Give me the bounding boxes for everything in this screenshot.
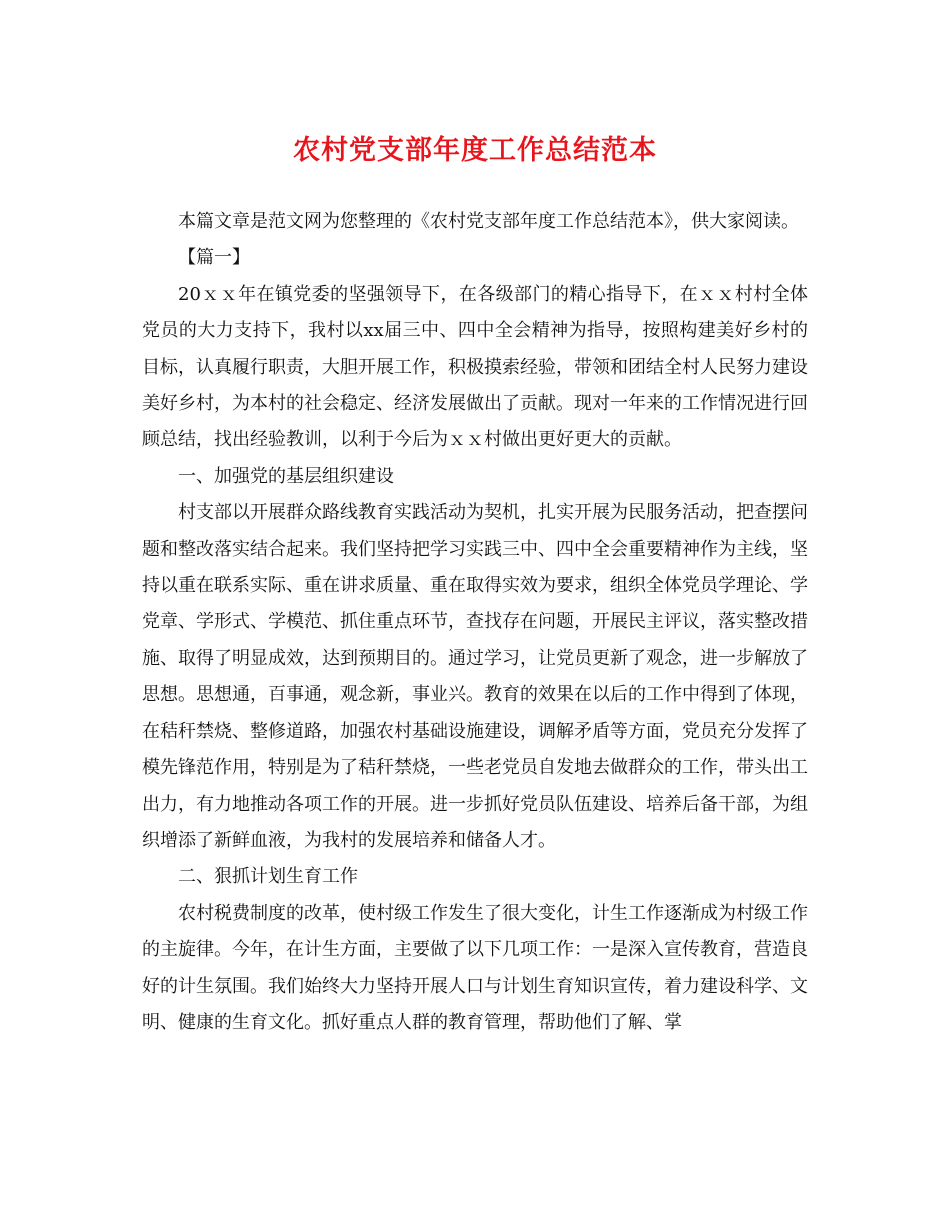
overview-paragraph: 20ｘｘ年在镇党委的坚强领导下，在各级部门的精心指导下，在ｘｘ村村全体党员的大力支持下，我村以xx届三中、四中全会精神为指导，按照构建美好乡村的目标，认真履行职责，大胆开展工作，积极摸索经验，带领和团结全村人民努力建设美好乡村，为本村的社会稳定、经济发展做出了贡献。现对一年来的工作情况进行回顾总结，找出经验教训，以利于今后为ｘｘ村做出更好更大的贡献。 <box>142 283 808 451</box>
section-1-paragraph: 村支部以开展群众路线教育实践活动为契机，扎实开展为民服务活动，把查摆问题和整改落实结合起来。我们坚持把学习实践三中、四中全会重要精神作为主线，坚持以重在联系实际、重在讲求质量、重在取得实效为要求，组织全体党员学理论、学党章、学形式、学模范、抓住重点环节，查找存在问题，开展民主评议，落实整改措施、取得了明显成效，达到预期目的。通过学习，让党员更新了观念，进一步解放了思想。思想通，百事通，观念新，事业兴。教育的效果在以后的工作中得到了体现，在秸秆禁烧、整修道路，加强农村基础设施建设，调解矛盾等方面，党员充分发挥了模先锋范作用，特别是为了秸秆禁烧，一些老党员自发地去做群众的工作，带头出工出力，有力地推动各项工作的开展。进一步抓好党员队伍建设、培养后备干部，为组织增添了新鲜血液，为我村的发展培养和储备人才。 <box>142 502 808 851</box>
section-2-paragraph: 农村税费制度的改革，使村级工作发生了很大变化，计生工作逐渐成为村级工作的主旋律。今年，在计生方面，主要做了以下几项工作：一是深入宣传教育，营造良好的计生氛围。我们始终大力坚持开展人口与计划生育知识宣传，着力建设科学、文明、健康的生育文化。抓好重点人群的教育管理，帮助他们了解、掌 <box>142 902 808 1033</box>
document-title: 农村党支部年度工作总结范本 <box>293 135 657 166</box>
part-one-label: 【篇一】 <box>178 247 250 269</box>
section-heading-1: 一、加强党的基层组织建设 <box>178 465 394 487</box>
intro-paragraph: 本篇文章是范文网为您整理的《农村党支部年度工作总结范本》，供大家阅读。 <box>178 211 799 232</box>
document-body <box>142 204 808 1041</box>
section-heading-2: 二、狠抓计划生育工作 <box>178 866 358 888</box>
